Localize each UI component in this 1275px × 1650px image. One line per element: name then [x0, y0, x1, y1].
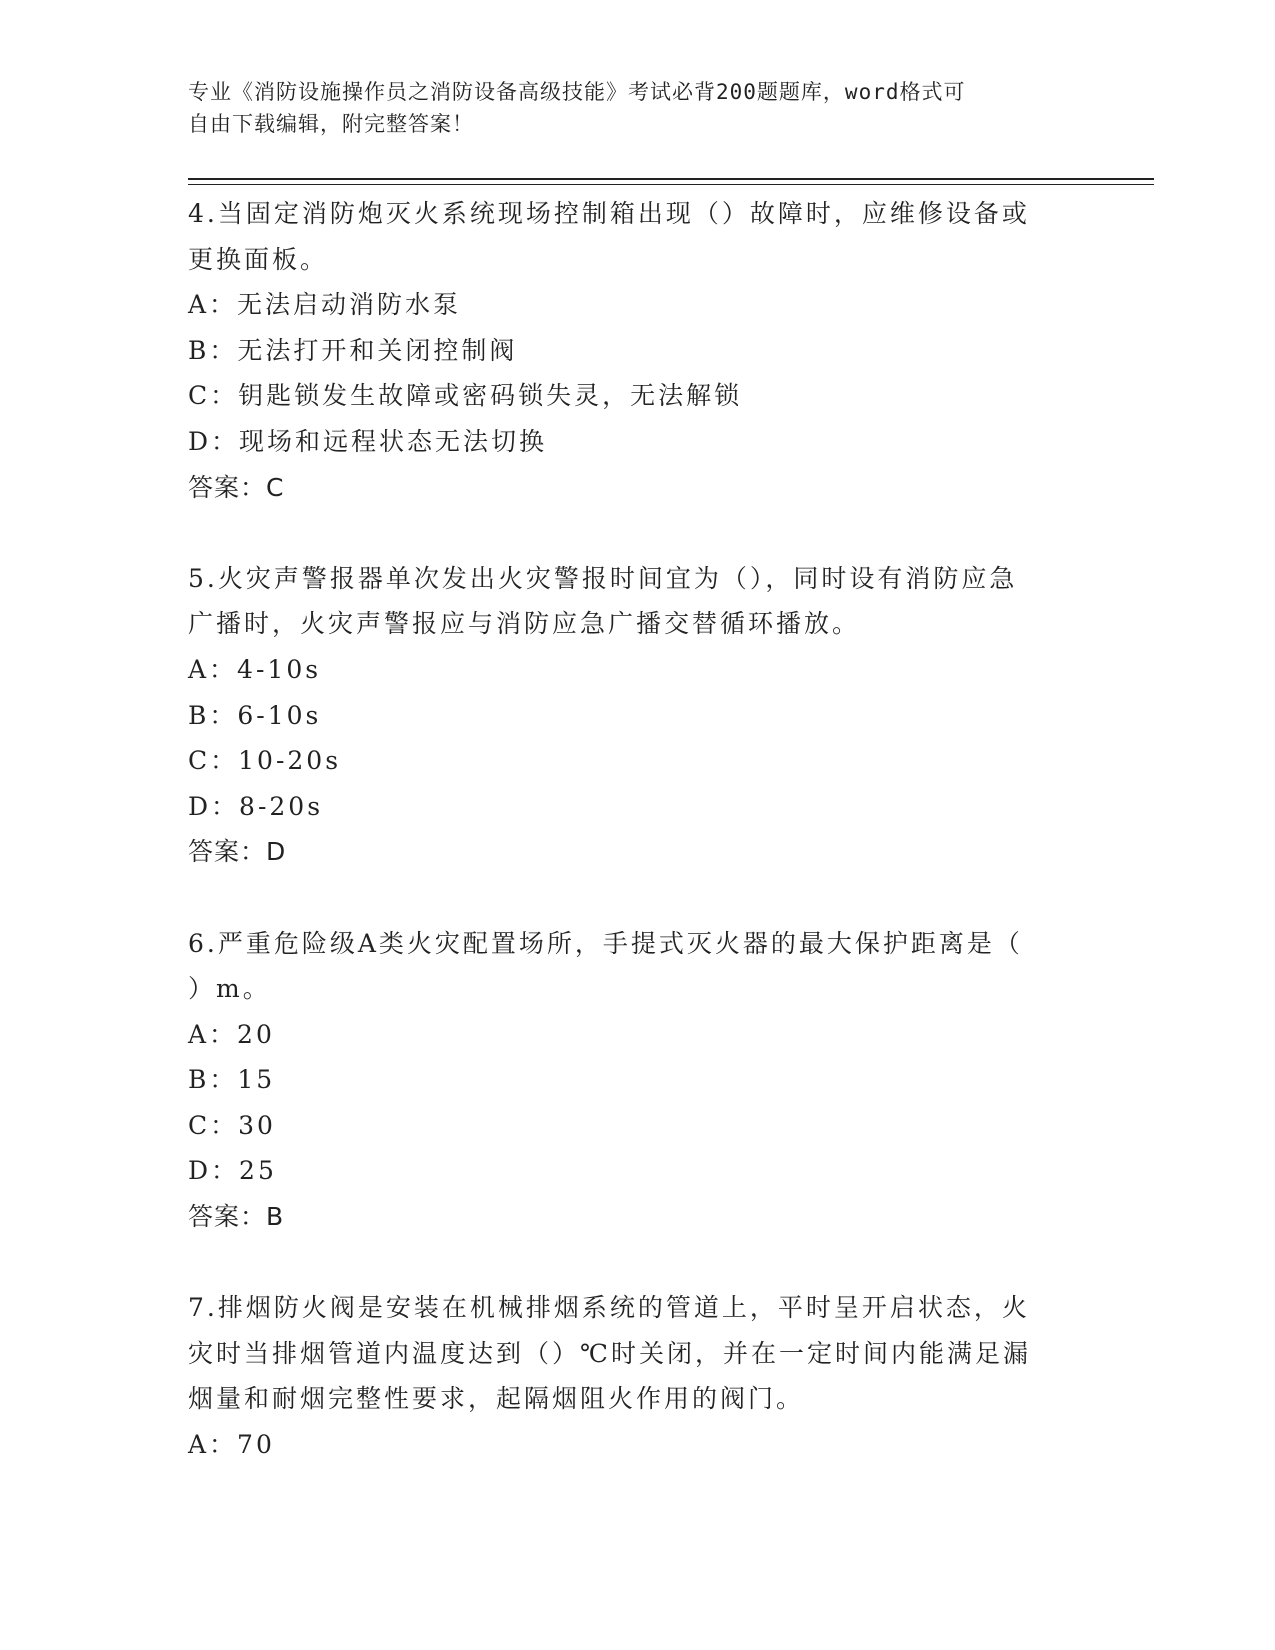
question-text: 6.严重危险级A类火灾配置场所，手提式灭火器的最大保护距离是（ [188, 928, 1023, 958]
question-5 [188, 556, 1088, 875]
question-7 [188, 1285, 1088, 1467]
option-b: B：无法打开和关闭控制阀 [188, 335, 518, 365]
question-text: 烟量和耐烟完整性要求，起隔烟阻火作用的阀门。 [188, 1384, 805, 1414]
option-c: C：30 [188, 1110, 276, 1140]
option-d: D：8-20s [188, 791, 324, 821]
question-4 [188, 191, 1088, 510]
option-d: D：25 [188, 1156, 277, 1186]
option-c: C：钥匙锁发生故障或密码锁失灵，无法解锁 [188, 381, 743, 411]
option-a: A：4-10s [188, 654, 322, 684]
option-c: C：10-20s [188, 746, 342, 776]
spacer [188, 875, 1088, 921]
option-b: B：15 [188, 1065, 276, 1095]
option-d: D：现场和远程状态无法切换 [188, 426, 548, 456]
question-text: 7.排烟防火阀是安装在机械排烟系统的管道上，平时呈开启状态，火 [188, 1293, 1030, 1323]
answer: 答案：B [188, 1202, 285, 1232]
spacer [188, 510, 1088, 556]
option-a: A：无法启动消防水泵 [188, 290, 462, 320]
header-divider-thin [188, 184, 1154, 185]
question-text: 广播时，火灾声警报应与消防应急广播交替循环播放。 [188, 609, 861, 639]
question-text: 5.火灾声警报器单次发出火灾警报时间宜为（），同时设有消防应急 [188, 563, 1018, 593]
question-text: 4.当固定消防炮灭火系统现场控制箱出现（）故障时，应维修设备或 [188, 199, 1030, 228]
option-a: A：20 [188, 1019, 275, 1049]
answer: 答案：D [188, 837, 287, 867]
question-text: 更换面板。 [188, 244, 329, 274]
spacer [188, 1240, 1088, 1286]
header-divider-thick [188, 178, 1154, 180]
option-a: A：70 [188, 1430, 275, 1460]
header-line: 自由下载编辑，附完整答案！ [188, 112, 474, 136]
document-header [188, 76, 1068, 140]
answer: 答案：C [188, 472, 285, 502]
option-b: B：6-10s [188, 700, 322, 730]
question-list [188, 191, 1088, 1468]
question-6 [188, 921, 1088, 1240]
question-text: 灾时当排烟管道内温度达到（）℃时关闭，并在一定时间内能满足漏 [188, 1338, 1031, 1368]
header-line: 专业《消防设施操作员之消防设备高级技能》考试必背200题题库，word格式可 [188, 80, 966, 104]
question-text: ）m。 [188, 974, 271, 1004]
